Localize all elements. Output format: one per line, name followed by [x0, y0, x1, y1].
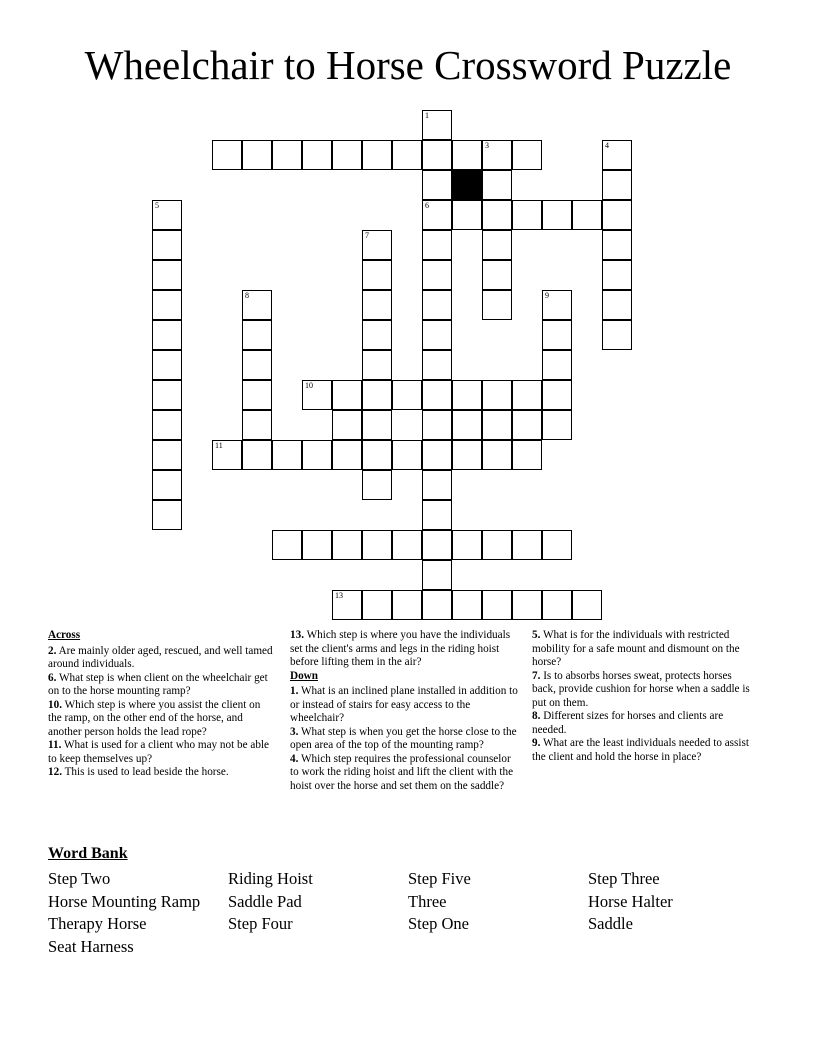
grid-cell[interactable] [362, 140, 392, 170]
grid-cell[interactable] [152, 410, 182, 440]
grid-cell[interactable] [482, 230, 512, 260]
grid-cell[interactable] [482, 290, 512, 320]
grid-cell[interactable] [362, 230, 392, 260]
word-bank-item: Saddle [588, 914, 633, 933]
grid-cell[interactable] [302, 380, 332, 410]
grid-cell[interactable] [362, 590, 392, 620]
grid-cell[interactable] [302, 140, 332, 170]
grid-cell[interactable] [542, 350, 572, 380]
grid-cell[interactable] [512, 440, 542, 470]
grid-cell[interactable] [602, 200, 632, 230]
grid-cell[interactable] [542, 380, 572, 410]
grid-cell[interactable] [542, 200, 572, 230]
grid-cell[interactable] [422, 410, 452, 440]
puzzle-title: Wheelchair to Horse Crossword Puzzle [84, 42, 732, 88]
word-bank [48, 868, 808, 958]
word-bank-item: Three [408, 891, 447, 911]
grid-cell[interactable] [512, 590, 542, 620]
clue-down-8: 8. Different sizes for horses and clients are needed. [532, 710, 724, 736]
grid-cell[interactable] [422, 230, 452, 260]
grid-cell[interactable] [482, 410, 512, 440]
clue-number: 3 [485, 141, 489, 150]
grid-cell[interactable] [542, 590, 572, 620]
grid-cell[interactable] [512, 410, 542, 440]
grid-cell[interactable] [362, 350, 392, 380]
grid-cell[interactable] [452, 200, 482, 230]
grid-cell[interactable] [152, 470, 182, 500]
clue-column-3 [532, 629, 754, 764]
grid-cell[interactable] [482, 170, 512, 200]
clue-number: 11 [215, 441, 223, 450]
grid-cell[interactable] [422, 500, 452, 530]
grid-cell[interactable] [302, 530, 332, 560]
grid-cell[interactable] [332, 140, 362, 170]
grid-cell[interactable] [362, 440, 392, 470]
word-bank-item: Therapy Horse [48, 914, 147, 933]
grid-cell[interactable] [392, 380, 422, 410]
grid-cell[interactable] [422, 260, 452, 290]
grid-cell[interactable] [272, 440, 302, 470]
grid-cell[interactable] [482, 590, 512, 620]
grid-cell[interactable] [452, 440, 482, 470]
grid-cell[interactable] [332, 440, 362, 470]
grid-cell[interactable] [422, 170, 452, 200]
grid-cell[interactable] [602, 320, 632, 350]
grid-cell[interactable] [602, 230, 632, 260]
word-bank-item: Seat Harness [48, 936, 134, 956]
grid-cell[interactable] [482, 260, 512, 290]
clue-down-1: 1. What is an inclined plane installed in addition to or instead of stairs for easy access to the wheelchair? [290, 685, 518, 724]
grid-cell[interactable] [512, 200, 542, 230]
clue-across-10: 10. Which step is where you assist the client on the ramp, on the other end of the horse, and another person holds the lead rope? [48, 698, 261, 738]
grid-cell[interactable] [452, 140, 482, 170]
grid-cell[interactable] [572, 590, 602, 620]
grid-cell[interactable] [512, 140, 542, 170]
grid-cell[interactable] [452, 530, 482, 560]
grid-cell[interactable] [152, 500, 182, 530]
grid-cell[interactable] [242, 290, 272, 320]
grid-cell[interactable] [422, 110, 452, 140]
grid-cell[interactable] [422, 440, 452, 470]
clue-number: 8 [245, 291, 249, 300]
grid-cell[interactable] [242, 140, 272, 170]
grid-cell[interactable] [152, 230, 182, 260]
clue-number: 5 [155, 201, 159, 210]
grid-cell[interactable] [212, 140, 242, 170]
grid-cell[interactable] [272, 530, 302, 560]
grid-cell[interactable] [422, 200, 452, 230]
grid-cell[interactable] [422, 380, 452, 410]
grid-cell[interactable] [422, 350, 452, 380]
grid-cell[interactable] [152, 260, 182, 290]
grid-cell[interactable] [152, 200, 182, 230]
clue-across-6: 6. What step is when client on the wheelchair get on to the horse mounting ramp? [48, 671, 268, 697]
word-bank-item: Step Five [408, 869, 471, 888]
grid-cell[interactable] [422, 290, 452, 320]
grid-cell[interactable] [362, 260, 392, 290]
grid-cell[interactable] [602, 140, 632, 170]
grid-cell[interactable] [332, 380, 362, 410]
grid-cell[interactable] [422, 590, 452, 620]
grid-cell[interactable] [422, 320, 452, 350]
grid-cell[interactable] [452, 380, 482, 410]
grid-cell[interactable] [392, 440, 422, 470]
clue-across-2: 2. Are mainly older aged, rescued, and well tamed around individuals. [48, 644, 273, 670]
grid-cell[interactable] [242, 380, 272, 410]
grid-cell[interactable] [422, 560, 452, 590]
grid-cell[interactable] [152, 440, 182, 470]
grid-cell[interactable] [332, 590, 362, 620]
clue-number: 7 [365, 231, 369, 240]
clue-column-1 [48, 629, 276, 780]
grid-cell[interactable] [392, 530, 422, 560]
across-heading: Across [48, 629, 81, 641]
grid-cell[interactable] [512, 530, 542, 560]
grid-cell[interactable] [452, 590, 482, 620]
grid-cell[interactable] [542, 410, 572, 440]
grid-cell[interactable] [242, 410, 272, 440]
word-bank-item: Step One [408, 914, 469, 933]
grid-cell[interactable] [512, 380, 542, 410]
clue-number: 4 [605, 141, 609, 150]
grid-cell[interactable] [392, 590, 422, 620]
word-bank-item: Step Three [588, 869, 660, 888]
grid-cell[interactable] [542, 290, 572, 320]
grid-cell[interactable] [152, 380, 182, 410]
grid-cell[interactable] [302, 440, 332, 470]
clue-across-13: 13. Which step is where you have the individuals set the client's arms and legs in the riding hoist before lifting them in the air? [290, 629, 511, 668]
grid-cell[interactable] [452, 410, 482, 440]
grid-cell[interactable] [572, 200, 602, 230]
grid-cell[interactable] [362, 320, 392, 350]
grid-cell[interactable] [482, 530, 512, 560]
grid-block [452, 170, 482, 200]
grid-cell[interactable] [422, 140, 452, 170]
clue-number: 1 [425, 111, 429, 120]
grid-cell[interactable] [422, 530, 452, 560]
word-bank-item: Horse Halter [588, 891, 673, 911]
grid-cell[interactable] [362, 470, 392, 500]
grid-cell[interactable] [482, 140, 512, 170]
word-bank-item: Step Four [228, 914, 293, 933]
clue-number: 6 [425, 201, 429, 210]
grid-cell[interactable] [332, 410, 362, 440]
word-bank-item: Step Two [48, 869, 111, 888]
clue-down-4: 4. Which step requires the professional counselor to work the riding hoist and lift the client with the hoist over the horse and set them on the saddle? [290, 752, 514, 792]
down-heading: Down [290, 669, 318, 682]
word-bank-item: Horse Mounting Ramp [48, 891, 201, 911]
grid-cell[interactable] [362, 410, 392, 440]
grid-cell[interactable] [152, 290, 182, 320]
clue-across-12: 12. This is used to lead beside the horse. [48, 766, 229, 778]
clue-number: 9 [545, 291, 549, 300]
clue-number: 10 [305, 381, 313, 390]
clue-column-2 [290, 629, 522, 793]
grid-cell[interactable] [212, 440, 242, 470]
clue-down-3: 3. What step is when you get the horse close to the open area of the top of the mounting ramp? [290, 725, 517, 751]
clue-number: 13 [335, 591, 343, 600]
grid-cell[interactable] [362, 530, 392, 560]
word-bank-title: Word Bank [48, 845, 128, 862]
grid-cell[interactable] [602, 170, 632, 200]
grid-cell[interactable] [392, 140, 422, 170]
grid-cell[interactable] [152, 350, 182, 380]
grid-cell[interactable] [362, 290, 392, 320]
grid-cell[interactable] [242, 440, 272, 470]
grid-cell[interactable] [242, 350, 272, 380]
word-bank-item: Riding Hoist [228, 869, 313, 888]
grid-cell[interactable] [332, 530, 362, 560]
clue-down-9: 9. What are the least individuals needed to assist the client and hold the horse in place? [532, 737, 749, 763]
clue-across-11: 11. What is used for a client who may not be able to keep themselves up? [48, 739, 270, 765]
clue-down-7: 7. Is to absorbs horses sweat, protects horses back, provide cushion for horse when a saddle is put on them. [532, 669, 750, 709]
grid-cell[interactable] [542, 530, 572, 560]
word-bank-item: Saddle Pad [228, 891, 302, 911]
grid-cell[interactable] [602, 290, 632, 320]
grid-cell[interactable] [422, 470, 452, 500]
grid-cell[interactable] [482, 200, 512, 230]
grid-cell[interactable] [542, 320, 572, 350]
grid-cell[interactable] [242, 320, 272, 350]
clue-down-5: 5. What is for the individuals with restricted mobility for a safe mount and dismount on the horse? [532, 629, 740, 668]
grid-cell[interactable] [152, 320, 182, 350]
grid-cell[interactable] [272, 140, 302, 170]
grid-cell[interactable] [362, 380, 392, 410]
grid-cell[interactable] [482, 440, 512, 470]
grid-cell[interactable] [602, 260, 632, 290]
grid-cell[interactable] [482, 380, 512, 410]
